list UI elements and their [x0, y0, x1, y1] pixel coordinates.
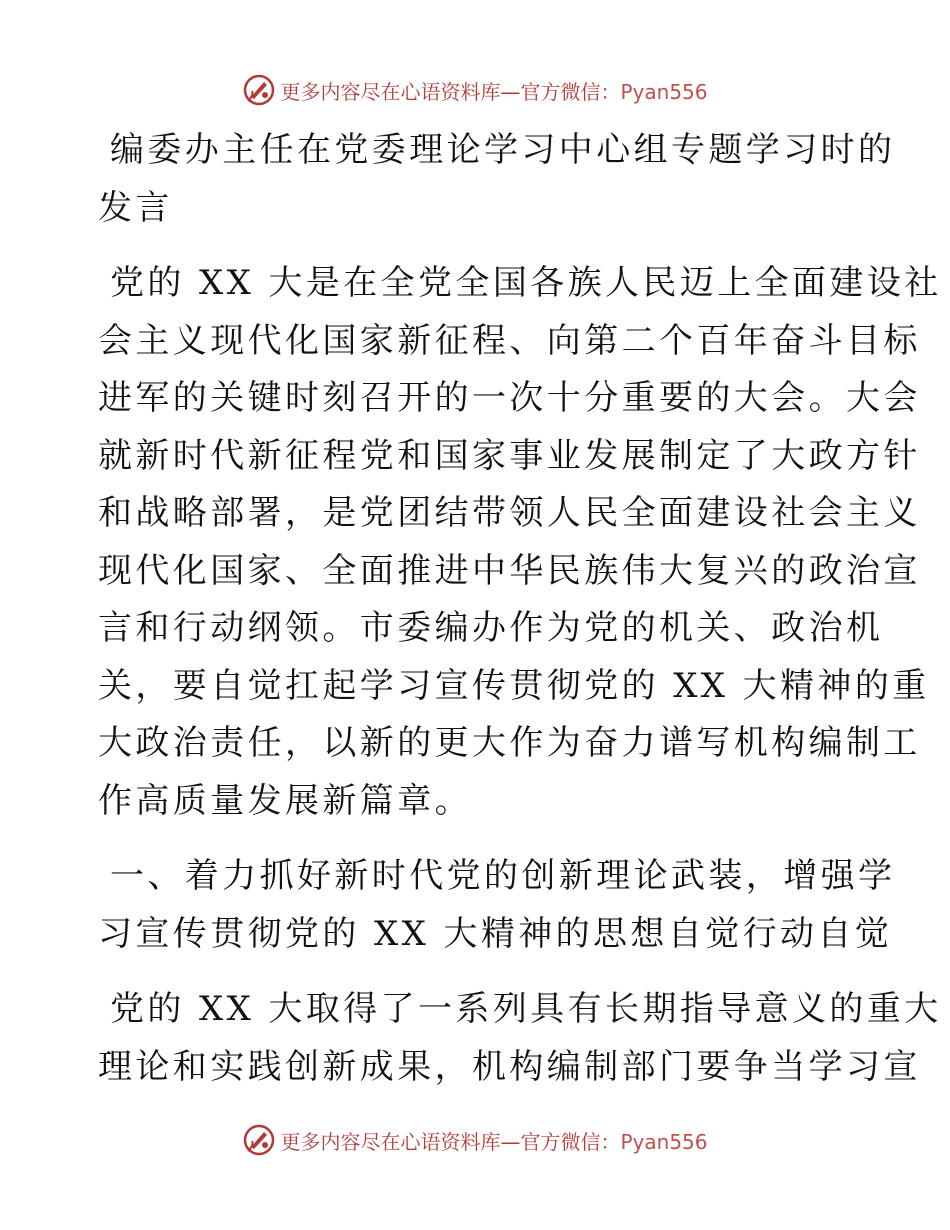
header-watermark	[0, 70, 950, 110]
watermark-text	[280, 76, 707, 105]
watermark-separator: —	[500, 79, 521, 104]
paragraph-line: 作高质量发展新篇章。	[98, 780, 472, 821]
title-line: 编委办主任在党委理论学习中心组专题学习时的	[110, 130, 896, 170]
paragraph-line: 言和行动纲领。市委编办作为党的机关、政治机	[98, 608, 884, 648]
watermark-brand: 更多内容尽在心语资料库	[280, 1129, 501, 1154]
paragraph-line: 就新时代新征程党和国家事业发展制定了大政方针	[98, 435, 921, 476]
watermark-text	[280, 1126, 707, 1155]
heading-line: 一、着力抓好新时代党的创新理论武装，增强学	[110, 856, 896, 896]
brand-logo-icon	[242, 73, 276, 107]
watermark-handle: Pyan556	[620, 79, 708, 104]
footer-watermark	[0, 1120, 950, 1160]
paragraph-section-1	[98, 981, 942, 1096]
paragraph-intro	[98, 255, 942, 830]
paragraph-line: 党的 XX 大是在全党全国各族人民迈上全面建设社	[110, 263, 942, 303]
paragraph-line: 党的 XX 大取得了一系列具有长期指导意义的重大	[110, 989, 942, 1029]
brand-logo-icon	[242, 1123, 276, 1157]
document-title	[98, 122, 896, 237]
paragraph-line: 关，要自觉扛起学习宣传贯彻党的 XX 大精神的重	[98, 665, 930, 706]
watermark-separator: —	[500, 1129, 521, 1154]
paragraph-line: 进军的关键时刻召开的一次十分重要的大会。大会	[98, 378, 921, 418]
title-line: 发言	[98, 187, 173, 228]
section-heading-1	[98, 848, 896, 963]
paragraph-line: 大政治责任，以新的更大作为奋力谱写机构编制工	[98, 723, 921, 763]
paragraph-line: 会主义现代化国家新征程、向第二个百年奋斗目标	[98, 320, 921, 361]
watermark-label: 官方微信：	[520, 1129, 621, 1154]
watermark-label: 官方微信：	[520, 79, 621, 104]
paragraph-line: 和战略部署，是党团结带领人民全面建设社会主义	[98, 493, 921, 533]
heading-line: 习宣传贯彻党的 XX 大精神的思想自觉行动自觉	[98, 913, 893, 954]
paragraph-line: 理论和实践创新成果，机构编制部门要争当学习宣	[98, 1046, 921, 1087]
watermark-handle: Pyan556	[620, 1129, 708, 1154]
document-body	[98, 122, 942, 1096]
watermark-brand: 更多内容尽在心语资料库	[280, 79, 501, 104]
paragraph-line: 现代化国家、全面推进中华民族伟大复兴的政治宣	[98, 550, 921, 591]
